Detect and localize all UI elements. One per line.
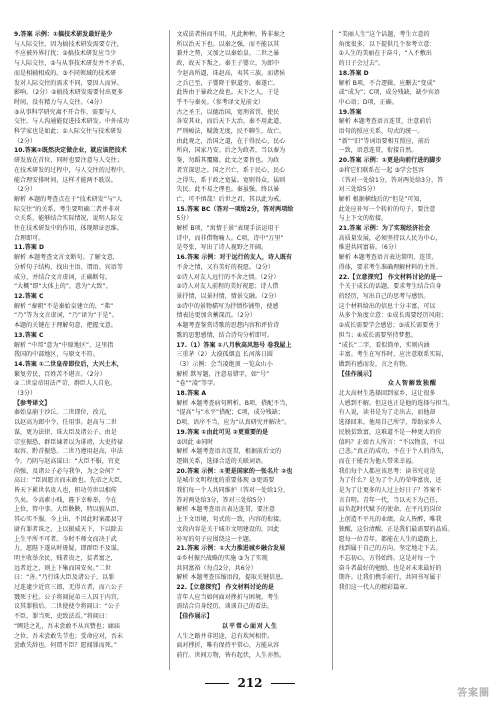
text-line: 尉有罪者诛之，上以振威天下，下以除去 (14, 525, 123, 533)
text-line: 解析 本题考查语言连贯，根据前后文的 (176, 448, 282, 456)
text-line: 21.答案 示例：①大力推进城乡融合发展 (176, 545, 286, 553)
text-line: 成分，并结合文言虚词，正确断句。 (14, 273, 111, 281)
text-line: 众人智解致独醒 (387, 380, 437, 388)
text-line: 解析 B项，不合逻辑，应删去“变成” (338, 79, 436, 87)
text-line: 语句的照应关系，句式的统一。 (338, 128, 424, 136)
text-line: 【佳作展示】 (176, 613, 213, 621)
text-line: 言自明。青年一代，当以天下为己任， (338, 496, 442, 504)
text-line: 个关于成长的话题，要求考生结合自身 (338, 283, 442, 291)
text-line: 上生平所不可者。今时不师文而决于武 (14, 535, 117, 543)
text-line: 期许。让我们携手前行，共同书写属于 (338, 574, 442, 582)
text-line: 是夸张，写出了诗人视野之开阔。 (176, 244, 268, 252)
text-line: 为了什么？是为了个人的荣华富贵，还 (338, 477, 442, 485)
text-line: （2分） (14, 186, 37, 194)
text-line: 者宜深思之。国之兴亡，系于民心，民心 (176, 166, 286, 174)
text-line: 与人际交往，因为搞技术研发需要专注， (14, 40, 123, 48)
text-line: 解析 本题考查文言文断句。了解文意， (14, 254, 119, 262)
text-line: 16.答案 示例：对于远行的友人，诗人既有 (176, 254, 293, 262)
text-line: 际交往”的关系，考生要明确二者并非对 (14, 205, 121, 213)
text-line: 人感到不解。但这也正是他的选择与担当。 (338, 399, 454, 407)
text-line: 之位，吾未尝敢失节也；受命应对，吾未 (14, 632, 123, 640)
text-line: 在技术研发的过程中，与人交往的过程中， (14, 166, 129, 174)
text-line: ③从事科学研究离不开合作，需要与人 (14, 108, 117, 116)
text-line: 这个材料给出的信息十分丰富，可以 (338, 302, 436, 310)
text-line: 解析 本题考查语言表达连贯，要注意 (176, 506, 276, 514)
text-line: 高质量发展，必须坚持以人民为中心， (338, 234, 442, 242)
text-line: 不应被外界打扰；②搞技术研发应当少 (14, 50, 117, 58)
text-line: 我们这一代人的精彩篇章。 (338, 584, 412, 592)
text-line: 令赵高所逼，诛赵高，夷其三族。而诸侯 (176, 69, 286, 77)
text-line: 22.【立意探究】 作文材料讨论的是一 (338, 273, 443, 281)
text-line: 时间，没有精力与人交往。（4分） (14, 98, 106, 106)
text-line: 有人说，读书是为了走出去，而他却 (338, 409, 436, 417)
text-line: 【参考译文】 (14, 399, 51, 407)
footer-rule-right (271, 683, 295, 684)
text-line: “大概”即“大体上的”，意为“大致”。 (14, 283, 112, 291)
text-line: 所以治天下也。以秦之强，而不能以其 (176, 40, 280, 48)
text-line: 解析 “秦朝”不是秦始皇建立的，“弗” (14, 302, 114, 310)
text-line: 解析 本题考查语言连贯，注意前后 (338, 118, 432, 126)
text-line: 政，故天下叛之。秦王子婴立，为郎中 (176, 60, 280, 68)
text-line: 上下文语境，句式的一致，内容的衔接。 (176, 516, 286, 524)
text-line: 20.答案 示例：①更是国家的一张名片 ②也 (176, 467, 293, 475)
text-line: 而在于能否为他人带来幸福。 (338, 457, 418, 465)
text-line: 21.答案 示例：为了实现经济社会 (338, 225, 431, 233)
column-middle (169, 30, 323, 670)
text-line: 以赵高为郎中令，任用事。赵高与二世 (14, 419, 117, 427)
text-line: 文段内容是关于城市文明建设的，因此 (176, 525, 280, 533)
text-line: 戮死于杜。公子将闾昆弟三人囚于内宫， (14, 593, 123, 601)
text-line: 解析 根据横线后的“但是”可知， (338, 195, 426, 203)
text-line: 研发放在首位，同时也要注意与人交往； (14, 157, 123, 165)
text-line: 解析 本题的考查点在于“技术研发”与“人 (14, 195, 123, 203)
text-line: 其心实不服。今上出，不因此时案郡县守 (14, 516, 123, 524)
text-line: 找到属于自己的方向，坚定地走下去。 (338, 545, 442, 553)
text-line: 议其罪独后。二世使使令将闾曰：“公子 (14, 603, 121, 611)
text-line: 得体，要求考生准确理解材料的主旨。 (338, 263, 442, 271)
text-line: 9.答案 示例：①搞技术研发最好是少 (14, 31, 113, 38)
text-line: 肩负起时代赋予的使命，在平凡的岗位 (338, 506, 442, 514)
text-line: 选择回来。他用自己所学，帮助家乡人 (338, 419, 442, 427)
text-line: 鉴，勿蹈其覆辙。此文之要旨也。为政 (176, 157, 280, 165)
text-line: 皆天下累世名贵人也，积功劳世以相传 (14, 487, 117, 495)
text-line: ②将它们联系在一起 ③学会包容 (338, 166, 425, 174)
text-line: （答对一处给1分，答对两处给3分，答 (338, 176, 444, 184)
text-line: 诗中，而非借物喻人。C项，诗中“万里” (176, 234, 284, 242)
text-line: 影响。（2分）②搞技术研发需要付出更多 (14, 89, 124, 97)
text-line: 做到有感而发，言之有物。 (338, 360, 412, 368)
text-line: （3）示例：会当凌绝顶 一览众山小 (176, 360, 273, 368)
text-line: 繁复劳民，百姓苦不堪言。（2分） (14, 370, 106, 378)
text-line: 之兵已至，子婴降于轵道旁。秦遂亡。 (176, 79, 280, 87)
text-line: 古之圣王，以德治国，宽刑省罚，使民 (176, 108, 280, 116)
text-line: ②成长需要学会感恩；③成长需要勇于 (338, 322, 441, 330)
text-line: 奋斗者最好的勉励，也是对未来最好的 (338, 564, 442, 572)
text-line: 17.（1）答案 ①八月秋高风怒号 卷我屋上 (176, 341, 292, 349)
text-line: 亡，可不慎哉！后世之君，其以此为戒。 (176, 195, 286, 203)
text-line: 解析 “中邦”意为“中原地区”，这里指 (14, 341, 114, 349)
text-line: 民脱贫致富，这难道不是一种更大的价 (338, 428, 442, 436)
text-line: 丰富。考生在写作时，应注意联系实际， (338, 351, 448, 359)
text-line: 需结合自身经历，谈谈自己的看法。 (176, 603, 274, 611)
text-line: “卷”“凌”等字。 (176, 380, 220, 388)
text-line: 22.【立意探究】 作文材料讨论的是 (176, 584, 274, 592)
text-line: 值吗？正如古人所言：“不以物喜，不以 (338, 438, 445, 446)
text-line: ②乡村振兴战略的实施 ③为了实现 (176, 554, 268, 562)
text-line: 景抒情，以景衬情，情景交融。（2分） (176, 292, 281, 300)
text-line: 以平常心面对人生 (221, 622, 278, 630)
text-line: 远者近之，则上下集而国安矣。”二世 (14, 564, 111, 572)
text-line: 14.答案 ①二世皇帝即位后，大兴土木， (14, 360, 123, 368)
text-line: ①诗人对友人远行的不舍之情。（2分） (176, 273, 280, 281)
text-line: ②二世皇帝用法严苛，群臣人人自危。 (14, 380, 117, 388)
text-line: 18.答案 D (338, 69, 369, 77)
text-line: 是为了让更多的人过上好日子？答案不 (338, 487, 442, 495)
text-line: 所向，国家乃安。后之为政者，当以秦为 (176, 147, 286, 155)
text-line: 上位，管中事。大臣鞅鞅，特以貌从臣， (14, 506, 123, 514)
text-line: 人生之路并非坦途，总有坎坷相伴。 (176, 632, 274, 640)
text-line: 本题的关键在于理解句意，把握文意。 (14, 322, 117, 330)
text-line: 本题考查鉴赏诗歌的思想内容和评价诗 (176, 322, 280, 330)
text-line: 尚强，及诸公子必与我争，为之奈何？” (14, 467, 121, 475)
text-line: 之得失，系于政之宽猛。宽则得众，猛则 (176, 176, 286, 184)
column-left (14, 30, 161, 670)
text-line: （3分） (14, 390, 37, 398)
text-line: ③因此 ④同时 (176, 438, 214, 446)
text-line: 补写的句子应围绕这一主题。 (176, 535, 255, 543)
text-line: 10.答案②既然决定做企业，就应该把技术 (14, 147, 127, 155)
text-line: ③诗中的景物描写为抒情作铺垫，使感 (176, 302, 279, 310)
text-line: 推进共同富裕。（6分） (338, 244, 401, 252)
text-line: （2分） (14, 137, 37, 145)
text-line: 往在技术研发中的作用，体现辩证思维。 (14, 225, 123, 233)
page-number: 212 (237, 676, 263, 690)
text-line: 15.答案 BC（答对一项给2分，答对两项给 (176, 205, 294, 213)
text-line: 解析 B项，“寓情于景”表现手法运用于 (176, 225, 280, 233)
text-line: 共同富裕（每点2分，共6分） (176, 564, 257, 572)
text-line: 曰：“善。”乃行诛大臣及诸公子，以罪 (14, 574, 115, 582)
text-line: “乃”等为文言虚词，“乃”译为“于是”。 (14, 312, 118, 320)
text-line: 愿每一位青年，都能在人生的道路上， (338, 535, 442, 543)
text-line: “阙廷之礼，吾未尝敢不从宾赞也；廊庙 (14, 622, 121, 630)
text-line: 或“成为”；C项，成分残缺，缺少宾语 (338, 89, 440, 97)
text-line: 角度很多，以下提供几个参考立意： (338, 40, 436, 48)
text-line: 我们每一个人共同维护（答对一处给1分， (176, 487, 290, 495)
text-line: 我们每个人都应该思考：读书究竟是 (338, 467, 436, 475)
text-line: 解析 本题考查病句辨析。B项，搭配不当， (176, 399, 292, 407)
text-line: 情表达更加含蓄深沉。（2分） (176, 312, 256, 320)
text-line: 力，愿陛下遂从时毋疑，即群臣不及谋。 (14, 545, 123, 553)
text-line: 各安其业，而后天下大治。秦不用此道， (176, 118, 286, 126)
text-line: 19.答案 ①由此可见 ②更重要的是 (176, 428, 269, 436)
text-line: 13.答案 C (14, 331, 44, 339)
text-line: 合理即可。 (14, 234, 45, 242)
text-line: 中心语；D项，正确。 (338, 98, 398, 106)
text-line: 严刑峻法，赋敛无度，民不聊生，故亡。 (176, 128, 286, 136)
text-line: 宗室振恐，群臣谏者以为诽谤，大吏持禄 (14, 438, 123, 446)
text-line: 交往，与人沟通能促进技术研发。中外成功 (14, 118, 129, 126)
text-line: 不臣，罪当死，吏致法焉。”将闾曰： (14, 613, 111, 621)
text-line: 此处应补写一个转折的句子，要注意 (338, 205, 436, 213)
text-line: 答对两处给3分，答对三处给5分） (176, 496, 269, 504)
text-line: 担当；④成长需要坚持梦想。 (338, 331, 417, 339)
text-line: 此皆由于暴政之故也。天下之人，于是 (176, 89, 280, 97)
text-line: 乎不与秦矣。（参考译文见前文） (176, 98, 265, 106)
text-line: 对三处给5分） (338, 186, 379, 194)
text-line: 的经历，写出自己的思考与感悟。 (338, 292, 430, 300)
text-line: 发对人际交往的需求不同，要因人而异。 (14, 79, 123, 87)
text-line: “美丽人生”这个话题，考生立意的 (338, 31, 430, 38)
text-line: 己悲。”真正的成功，不在于个人的得失， (338, 448, 448, 456)
page-footer (0, 676, 500, 690)
text-line: 解析 默写题，注意易错字，如“号” (176, 370, 270, 378)
watermark-logo: 答案圈 (457, 688, 490, 699)
text-line: “成长”二字，看似简单，实则内涵 (338, 341, 430, 349)
text-line: 不忘初心，方得始终。这是对每一个 (338, 554, 436, 562)
text-line: 不舍之情，又有美好的祝愿。（2分） (176, 263, 274, 271)
text-line: 独醒，这份清醒，正是我们最需要的品质。 (338, 525, 454, 533)
text-line: 解析 本题考查压缩语段，提取关键信息。 (176, 574, 288, 582)
text-line: 是城市文明程度的重要体现 ③更需要 (176, 477, 275, 485)
text-line: ②诗人对友人前程的美好祝愿；诗人借 (176, 283, 279, 291)
text-line: 文成法者捐而不用，凡此种种，皆非秦之 (176, 31, 286, 38)
text-line: “提高”与“水平”搭配；C项，成分残缺； (176, 409, 284, 417)
text-line: 北大高材生选择回到家乡，这让很多 (338, 390, 436, 398)
text-line: 失民。此不易之理也。秦虽强，终以暴 (176, 186, 280, 194)
text-line: 由此观之，治国之道，在于得民心，民心 (176, 137, 286, 145)
text-line: 从多个角度立意：①成长需要经历风雨； (338, 312, 447, 320)
text-line: 18.答案 A (176, 390, 207, 398)
text-line: 谋，更为法律，诛大臣及诸公子。由是 (14, 428, 117, 436)
text-line: 面对挫折，唯有保持平常心，方能从容 (176, 642, 280, 650)
text-line: 5分） (176, 215, 193, 223)
text-line: 尝敢失辞也。何谓不臣？愿闻罪而死。” (14, 642, 118, 650)
text-line: 兼并之势，又加之以秦始皇、二世之暴 (176, 50, 280, 58)
text-line: 久矣。今高素小贱，陛下幸称举，令在 (14, 496, 117, 504)
text-line: 立关系，能够结合实际情况，说明人际交 (14, 215, 123, 223)
text-line: 歌的思想感情，结合诗句分析即可。 (176, 331, 274, 339)
text-line: 明主收举余民，贱者贵之，贫者富之， (14, 554, 117, 562)
text-columns (14, 30, 486, 670)
text-line: 解析 本题考查语言表达简明、连贯、 (338, 254, 438, 262)
text-line: 青年人应当如何面对挫折与困境。考生 (176, 593, 280, 601)
text-line: 逻辑关系，选择合适的关联词语。 (176, 457, 268, 465)
text-line: 而是相辅相成的。③不同领域的技术研 (14, 69, 117, 77)
text-line: 19.答案 (338, 108, 362, 116)
text-line: 分析句子结构，找出主语、谓语、宾语等 (14, 263, 123, 271)
text-line: 20.答案 示例：①更是向前行进的脚步 (338, 157, 442, 165)
text-line: 11.答案 D (14, 244, 45, 252)
text-line: 三重茅（2）大漠孤烟直 长河落日圆 (176, 351, 273, 359)
text-line: 科学家也是如此；①人际交往与技术研发 (14, 128, 123, 136)
text-line: 前行。世间万物，皆有起伏，人生亦然。 (176, 652, 286, 659)
text-line: 秦始皇崩于沙丘。二世即位，改元， (14, 409, 111, 417)
text-line: 12.答案 C (14, 292, 44, 300)
text-line: 过连逮少近官三郎，无得立者，而六公子 (14, 584, 123, 592)
text-line: “新”“旧”等词语要相互照应，前后 (338, 137, 430, 145)
text-line: 的日子会过去”。 (338, 60, 385, 68)
text-line: D项，语序不当，应为“认真研究并解决”。 (176, 419, 291, 427)
text-line: 能合理安排时间，这样才能两不耽误。 (14, 176, 117, 184)
text-line: ①人生的美丽在于奋斗，“入不敷出 (338, 50, 432, 58)
text-line: 上创造不平凡的业绩。众人皆醉，唯我 (338, 516, 442, 524)
text-line: 取容，黔首振恐。二世乃遵用赵高，申法 (14, 448, 123, 456)
text-line: 与上下文的衔接。 (338, 215, 388, 223)
text-line: 令。乃阴与赵高谋曰：“大臣不服，官吏 (14, 457, 121, 465)
text-line: 我国的中部地区，与原文不符。 (14, 351, 99, 359)
text-line: 一致，语意连贯，衔接自然。 (338, 147, 418, 155)
text-line: 与人际交往，②与从事技术研发并不矛盾， (14, 60, 129, 68)
text-line: 【佳作展示】 (338, 370, 375, 378)
footer-rule-left (205, 683, 229, 684)
column-right (332, 30, 486, 670)
text-line: 高曰：“臣固愿言而未敢也。先帝之大臣， (14, 477, 127, 485)
